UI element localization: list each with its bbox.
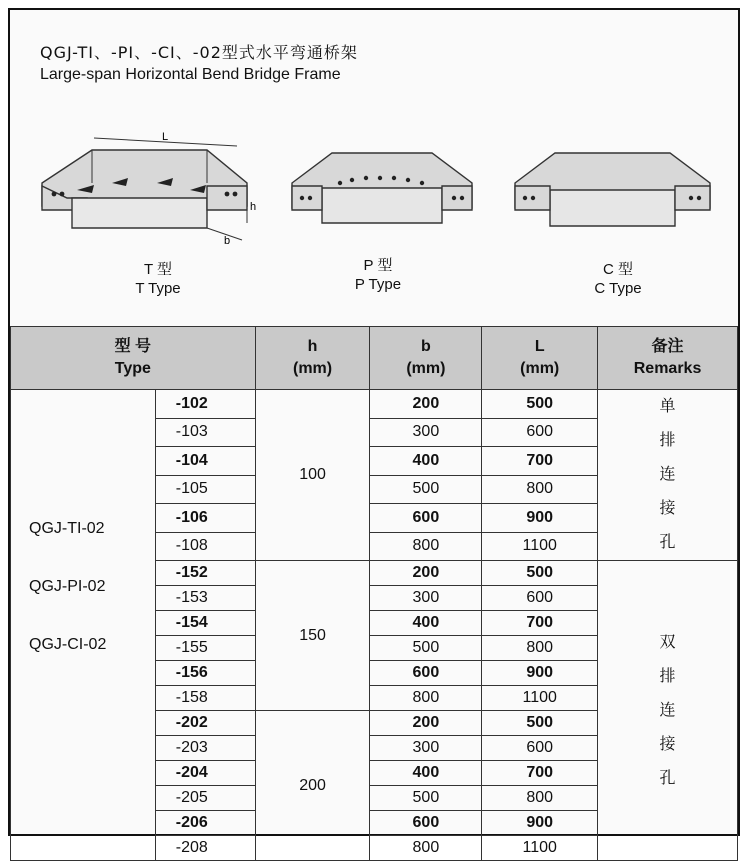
L-value: 900 — [482, 661, 598, 686]
model-suffix: -206 — [155, 811, 255, 836]
dim-L-label: L — [162, 131, 169, 143]
header-type: 型 号 Type — [11, 327, 256, 390]
L-value: 700 — [482, 447, 598, 476]
model-suffix: -106 — [155, 504, 255, 533]
b-value: 600 — [370, 504, 482, 533]
model-suffix: -208 — [155, 836, 255, 861]
b-value: 400 — [370, 611, 482, 636]
L-value: 1100 — [482, 532, 598, 561]
spec-sheet — [8, 8, 740, 856]
b-value: 600 — [370, 811, 482, 836]
p-type-figure — [282, 128, 482, 238]
model-suffix: -204 — [155, 761, 255, 786]
b-value: 200 — [370, 561, 482, 586]
c-type-figure — [505, 128, 720, 238]
b-value: 800 — [370, 532, 482, 561]
model-suffix: -156 — [155, 661, 255, 686]
remark-single-row-holes — [598, 390, 738, 561]
b-value: 400 — [370, 447, 482, 476]
L-value: 700 — [482, 761, 598, 786]
L-value: 900 — [482, 811, 598, 836]
model-suffix: -203 — [155, 736, 255, 761]
remark-char: 单 — [659, 398, 676, 415]
L-value: 800 — [482, 475, 598, 504]
L-value: 500 — [482, 390, 598, 419]
model-suffix: -102 — [155, 390, 255, 419]
t-type-drawing — [32, 128, 262, 248]
model-suffix: -205 — [155, 786, 255, 811]
dim-b-label: b — [224, 235, 231, 247]
model-suffix: -153 — [155, 586, 255, 611]
L-value: 1100 — [482, 836, 598, 861]
L-value: 600 — [482, 418, 598, 447]
header-L: L (mm) — [482, 327, 598, 390]
t-type-caption: T 型 T Type — [135, 261, 181, 297]
c-type-drawing — [505, 128, 720, 238]
remark-char: 孔 — [659, 534, 676, 551]
header-h: h (mm) — [255, 327, 370, 390]
b-value: 300 — [370, 736, 482, 761]
b-value: 600 — [370, 661, 482, 686]
b-value: 400 — [370, 761, 482, 786]
p-type-caption: P 型 P Type — [354, 257, 402, 293]
h-value: 200 — [255, 711, 370, 861]
remark-char: 排 — [659, 667, 676, 685]
b-value: 300 — [370, 586, 482, 611]
p-type-drawing — [282, 128, 482, 238]
h-value: 150 — [255, 561, 370, 711]
model-suffix: -104 — [155, 447, 255, 476]
model-suffix: -105 — [155, 475, 255, 504]
L-value: 500 — [482, 561, 598, 586]
remark-double-row-holes — [598, 561, 738, 861]
remark-char: 接 — [659, 500, 676, 517]
b-value: 200 — [370, 711, 482, 736]
t-type-figure — [32, 128, 262, 248]
model-name: QGJ-TI-02 — [29, 520, 105, 537]
L-value: 600 — [482, 736, 598, 761]
model-suffix: -103 — [155, 418, 255, 447]
remark-char: 双 — [659, 633, 676, 651]
b-value: 800 — [370, 686, 482, 711]
b-value: 800 — [370, 836, 482, 861]
table-row — [11, 390, 738, 419]
model-name: QGJ-CI-02 — [29, 636, 107, 653]
model-suffix: -158 — [155, 686, 255, 711]
remark-char: 接 — [659, 735, 676, 753]
b-value: 200 — [370, 390, 482, 419]
dim-h-label: h — [250, 201, 257, 213]
header-b: b (mm) — [370, 327, 482, 390]
model-suffix: -152 — [155, 561, 255, 586]
table-body — [11, 390, 738, 861]
b-value: 500 — [370, 786, 482, 811]
table-header-row — [11, 327, 738, 390]
L-value: 600 — [482, 586, 598, 611]
title-chinese: QGJ-TI、-PI、-CI、-02型式水平弯通桥架 — [40, 43, 358, 62]
c-type-caption: C 型 C Type — [594, 261, 642, 297]
L-value: 700 — [482, 611, 598, 636]
header-remarks: 备注 Remarks — [598, 327, 738, 390]
b-value: 500 — [370, 636, 482, 661]
model-suffix: -202 — [155, 711, 255, 736]
L-value: 1100 — [482, 686, 598, 711]
title-english: Large-span Horizontal Bend Bridge Frame — [40, 66, 341, 83]
model-suffix: -108 — [155, 532, 255, 561]
model-suffix: -154 — [155, 611, 255, 636]
model-name: QGJ-PI-02 — [29, 578, 106, 595]
remark-char: 排 — [659, 432, 676, 449]
L-value: 900 — [482, 504, 598, 533]
remark-char: 连 — [659, 701, 676, 719]
L-value: 800 — [482, 636, 598, 661]
spec-table — [10, 326, 738, 861]
L-value: 800 — [482, 786, 598, 811]
remark-char: 连 — [659, 466, 676, 483]
b-value: 500 — [370, 475, 482, 504]
L-value: 500 — [482, 711, 598, 736]
b-value: 300 — [370, 418, 482, 447]
remark-char: 孔 — [659, 769, 676, 787]
model-suffix: -155 — [155, 636, 255, 661]
model-names-cell — [11, 390, 156, 861]
h-value: 100 — [255, 390, 370, 561]
